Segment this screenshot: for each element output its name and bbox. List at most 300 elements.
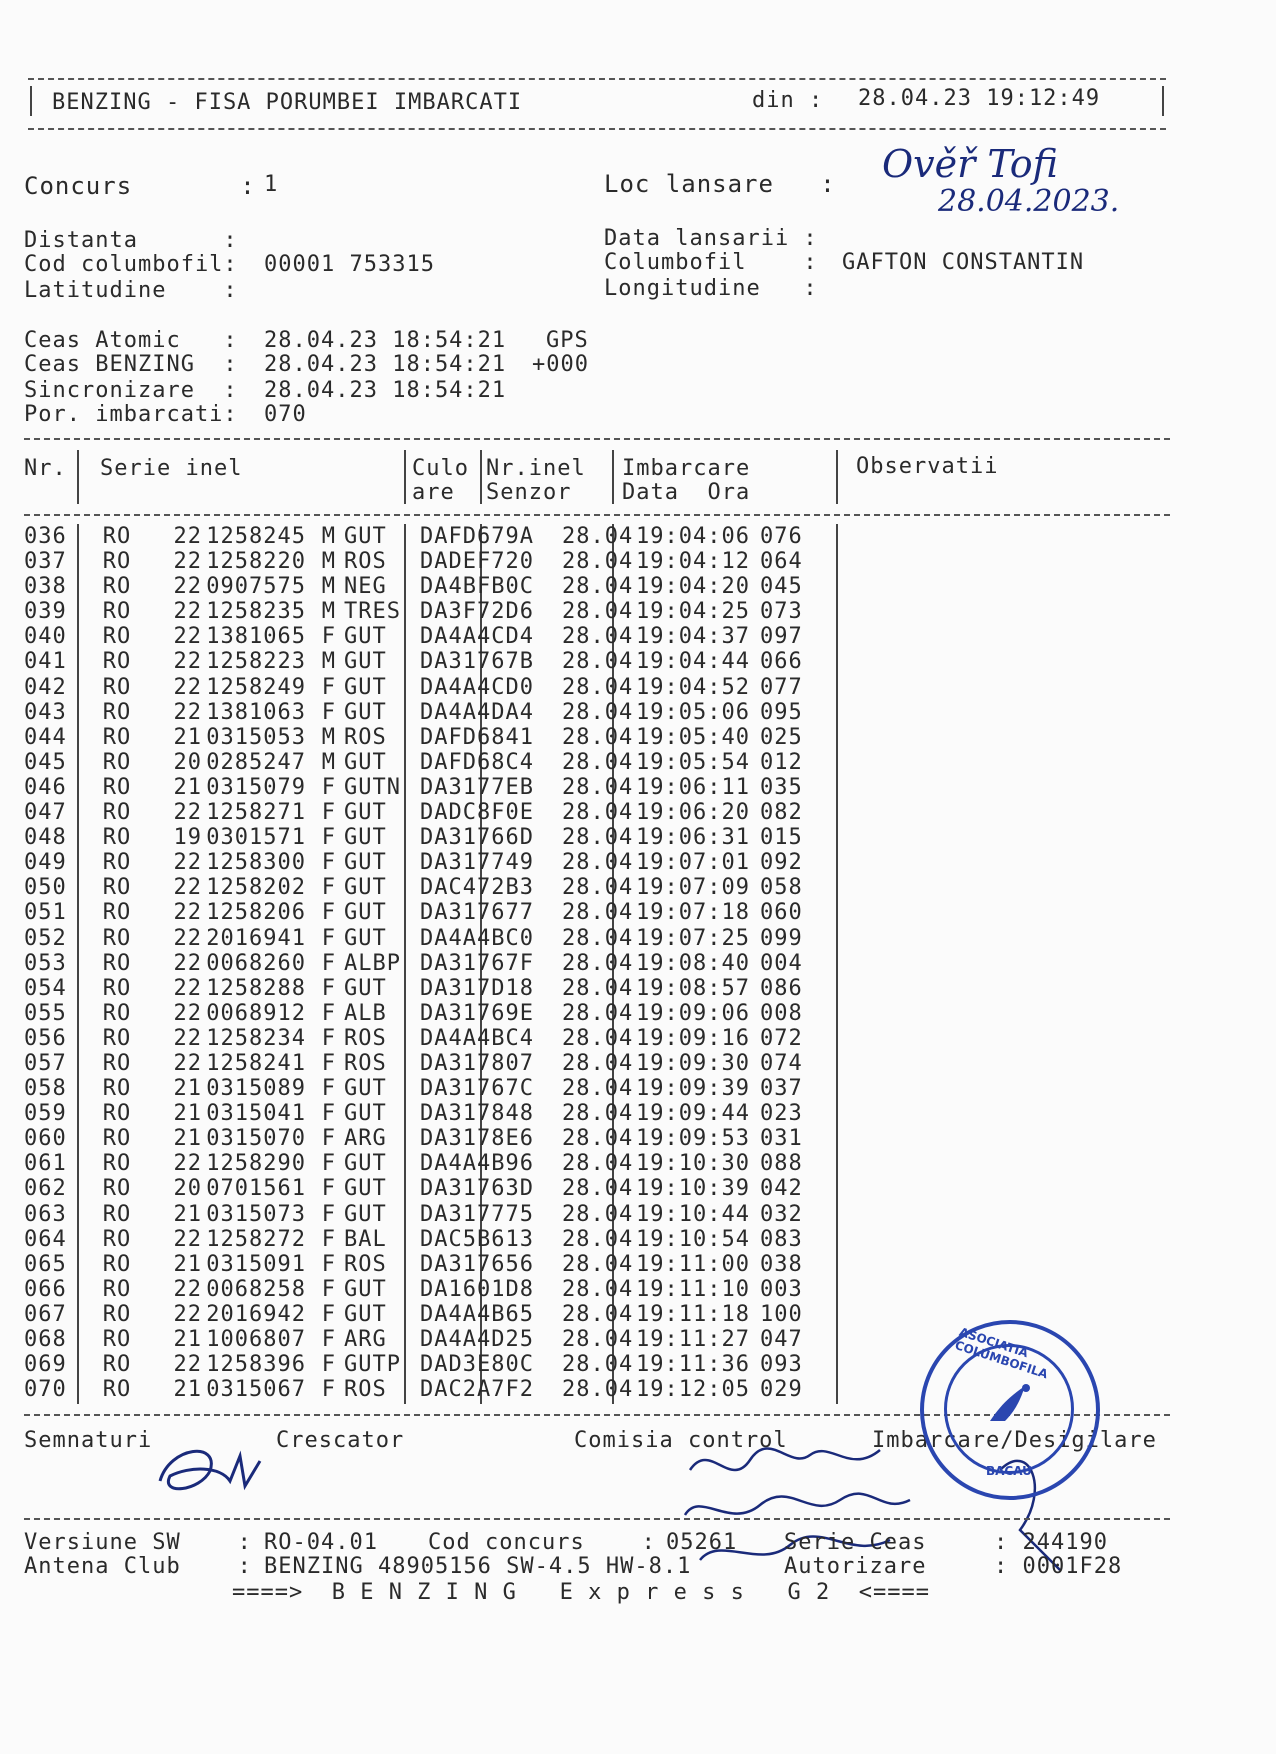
row-ring-number: 1258272 bbox=[206, 1226, 306, 1252]
row-year: 22 bbox=[173, 1025, 202, 1051]
row-color: GUT bbox=[344, 800, 387, 826]
table-row bbox=[24, 800, 830, 825]
row-nr: 054 bbox=[24, 975, 67, 1001]
row-ring-number: 1258235 bbox=[206, 599, 306, 625]
row-observation: 092 bbox=[759, 850, 803, 876]
crescator-label: Crescator bbox=[276, 1428, 405, 1453]
row-year: 22 bbox=[173, 950, 202, 976]
table-row bbox=[24, 1151, 830, 1176]
row-ring-number: 1381063 bbox=[206, 699, 306, 725]
table-row bbox=[24, 549, 830, 574]
row-time: 19:11:10 bbox=[636, 1276, 750, 1302]
row-sex: F bbox=[321, 1226, 336, 1252]
header-left-border bbox=[30, 86, 32, 116]
row-observation: 047 bbox=[759, 1327, 803, 1352]
row-time: 19:05:40 bbox=[636, 724, 750, 750]
sincronizare-label: Sincronizare : bbox=[24, 378, 238, 403]
row-sensor-ring: DA317656 bbox=[420, 1251, 534, 1277]
column-header-imbarcare-2: Data Ora bbox=[622, 480, 751, 505]
loc-lansare-date-handwritten: 28.04.2023. bbox=[938, 184, 1120, 219]
row-date: 28.04 bbox=[562, 624, 634, 650]
autorizare-value: : 0001F28 bbox=[994, 1554, 1123, 1579]
row-sex: F bbox=[321, 1050, 336, 1076]
row-nr: 069 bbox=[24, 1352, 67, 1378]
row-sensor-ring: DA4A4DA4 bbox=[420, 699, 534, 725]
row-sex: F bbox=[321, 1000, 336, 1026]
row-date: 28.04 bbox=[562, 1151, 634, 1177]
row-nr: 051 bbox=[24, 900, 67, 926]
row-observation: 042 bbox=[759, 1176, 803, 1202]
row-observation: 058 bbox=[759, 875, 803, 901]
ceas-benzing-label: Ceas BENZING : bbox=[24, 352, 238, 377]
row-color: GUT bbox=[344, 1201, 387, 1227]
table-row bbox=[24, 1001, 830, 1026]
row-year: 22 bbox=[173, 1276, 202, 1302]
row-nr: 065 bbox=[24, 1251, 67, 1277]
row-date: 28.04 bbox=[562, 649, 634, 675]
crescator-signature bbox=[150, 1436, 290, 1506]
row-time: 19:04:06 bbox=[636, 524, 750, 549]
row-time: 19:06:11 bbox=[636, 774, 750, 800]
row-sensor-ring: DA4BFB0C bbox=[420, 574, 534, 600]
row-sensor-ring: DA31767C bbox=[420, 1076, 534, 1102]
row-observation: 025 bbox=[759, 724, 803, 750]
loc-lansare-handwritten: Ověř Tofi bbox=[882, 142, 1058, 186]
row-color: GUT bbox=[344, 900, 387, 926]
row-country: RO bbox=[102, 800, 132, 826]
row-ring-number: 0315073 bbox=[206, 1201, 306, 1227]
pigeon-table bbox=[24, 524, 830, 1402]
row-nr: 056 bbox=[24, 1025, 67, 1051]
row-time: 19:07:09 bbox=[636, 875, 750, 901]
header-top-rule bbox=[28, 78, 1166, 80]
ceas-atomic-label: Ceas Atomic : bbox=[24, 328, 238, 353]
row-date: 28.04 bbox=[562, 1327, 634, 1352]
row-ring-number: 1258290 bbox=[206, 1151, 306, 1177]
document-title: BENZING - FISA PORUMBEI IMBARCATI bbox=[52, 90, 523, 115]
row-sex: F bbox=[321, 975, 336, 1001]
row-country: RO bbox=[102, 1201, 132, 1227]
row-color: GUT bbox=[344, 699, 387, 725]
column-divider bbox=[480, 450, 482, 504]
row-sensor-ring: DA317807 bbox=[420, 1050, 534, 1076]
row-country: RO bbox=[102, 1327, 132, 1352]
column-header-nrinel-2: Senzor bbox=[486, 480, 572, 505]
row-country: RO bbox=[102, 1352, 132, 1378]
row-year: 22 bbox=[173, 800, 202, 826]
row-sex: M bbox=[321, 574, 336, 600]
serie-ceas-value: : 244190 bbox=[994, 1530, 1108, 1555]
row-time: 19:06:31 bbox=[636, 825, 750, 851]
row-date: 28.04 bbox=[562, 549, 634, 575]
row-time: 19:06:20 bbox=[636, 800, 750, 826]
antena-value: BENZING 48905156 SW-4.5 HW-8.1 bbox=[264, 1554, 692, 1579]
row-sex: F bbox=[321, 1151, 336, 1177]
row-color: GUTP bbox=[344, 1352, 401, 1378]
row-nr: 050 bbox=[24, 875, 67, 901]
row-date: 28.04 bbox=[562, 1301, 634, 1327]
row-time: 19:08:57 bbox=[636, 975, 750, 1001]
row-nr: 057 bbox=[24, 1050, 67, 1076]
table-row bbox=[24, 775, 830, 800]
row-nr: 068 bbox=[24, 1327, 67, 1352]
row-sensor-ring: DAC472B3 bbox=[420, 875, 534, 901]
association-stamp bbox=[920, 1320, 1100, 1500]
row-sensor-ring: DAFD679A bbox=[420, 524, 534, 549]
row-nr: 044 bbox=[24, 724, 67, 750]
cod-columbofil-label: Cod columbofil: bbox=[24, 252, 238, 277]
row-ring-number: 0315070 bbox=[206, 1126, 306, 1152]
row-year: 22 bbox=[173, 574, 202, 600]
row-sensor-ring: DAC5B613 bbox=[420, 1226, 534, 1252]
row-sex: F bbox=[321, 925, 336, 951]
versiune-label: Versiune SW : bbox=[24, 1530, 252, 1555]
row-time: 19:10:54 bbox=[636, 1226, 750, 1252]
antena-label: Antena Club : bbox=[24, 1554, 252, 1579]
row-time: 19:11:36 bbox=[636, 1352, 750, 1378]
row-nr: 060 bbox=[24, 1126, 67, 1152]
row-nr: 059 bbox=[24, 1101, 67, 1127]
column-divider bbox=[77, 450, 79, 504]
row-sex: F bbox=[321, 1276, 336, 1302]
row-color: ROS bbox=[344, 724, 387, 750]
serie-ceas-label: Serie Ceas bbox=[784, 1530, 927, 1555]
row-country: RO bbox=[102, 900, 132, 926]
row-year: 22 bbox=[173, 1226, 202, 1252]
row-sex: F bbox=[321, 875, 336, 901]
row-sex: F bbox=[321, 850, 336, 876]
row-sex: F bbox=[321, 800, 336, 826]
column-header-observatii: Observatii bbox=[856, 454, 999, 479]
row-sensor-ring: DADC8F0E bbox=[420, 800, 534, 826]
row-color: GUT bbox=[344, 1151, 387, 1177]
row-observation: 086 bbox=[759, 975, 803, 1001]
row-nr: 061 bbox=[24, 1151, 67, 1177]
row-year: 21 bbox=[173, 724, 202, 750]
row-year: 20 bbox=[173, 1176, 202, 1202]
header-right-border bbox=[1162, 86, 1164, 116]
row-year: 22 bbox=[173, 850, 202, 876]
row-sensor-ring: DA317775 bbox=[420, 1201, 534, 1227]
row-ring-number: 0315079 bbox=[206, 774, 306, 800]
row-date: 28.04 bbox=[562, 599, 634, 625]
row-nr: 039 bbox=[24, 599, 67, 625]
row-time: 19:11:18 bbox=[636, 1301, 750, 1327]
row-sensor-ring: DA4A4BC4 bbox=[420, 1025, 534, 1051]
row-sex: F bbox=[321, 1327, 336, 1352]
data-lansarii-label: Data lansarii : bbox=[604, 226, 818, 251]
row-country: RO bbox=[102, 574, 132, 600]
row-country: RO bbox=[102, 1050, 132, 1076]
row-sensor-ring: DA1601D8 bbox=[420, 1276, 534, 1302]
row-ring-number: 1258288 bbox=[206, 975, 306, 1001]
row-color: GUT bbox=[344, 925, 387, 951]
row-time: 19:11:00 bbox=[636, 1251, 750, 1277]
row-country: RO bbox=[102, 599, 132, 625]
row-nr: 043 bbox=[24, 699, 67, 725]
row-date: 28.04 bbox=[562, 524, 634, 549]
row-nr: 037 bbox=[24, 549, 67, 575]
table-row bbox=[24, 900, 830, 925]
pigeon-icon bbox=[980, 1376, 1040, 1436]
row-ring-number: 0315041 bbox=[206, 1101, 306, 1127]
table-row bbox=[24, 1101, 830, 1126]
row-sensor-ring: DA4A4BC0 bbox=[420, 925, 534, 951]
row-sex: M bbox=[321, 649, 336, 675]
row-time: 19:10:30 bbox=[636, 1151, 750, 1177]
row-observation: 008 bbox=[759, 1000, 803, 1026]
row-country: RO bbox=[102, 749, 132, 775]
row-color: GUT bbox=[344, 825, 387, 851]
row-ring-number: 0315089 bbox=[206, 1076, 306, 1102]
din-label: din : bbox=[752, 88, 824, 113]
row-country: RO bbox=[102, 850, 132, 876]
table-row bbox=[24, 951, 830, 976]
row-color: GUT bbox=[344, 674, 387, 700]
row-year: 22 bbox=[173, 649, 202, 675]
ceas-benzing-value: 28.04.23 18:54:21 bbox=[264, 352, 507, 377]
row-sex: F bbox=[321, 1251, 336, 1277]
row-year: 21 bbox=[173, 1076, 202, 1102]
row-nr: 047 bbox=[24, 800, 67, 826]
row-sex: F bbox=[321, 950, 336, 976]
ceas-atomic-source: GPS bbox=[546, 328, 589, 353]
row-sex: F bbox=[321, 825, 336, 851]
row-ring-number: 0701561 bbox=[206, 1176, 306, 1202]
latitudine-label: Latitudine : bbox=[24, 278, 238, 303]
row-sensor-ring: DA4A4B65 bbox=[420, 1301, 534, 1327]
row-year: 21 bbox=[173, 1126, 202, 1152]
row-nr: 067 bbox=[24, 1301, 67, 1327]
row-color: GUT bbox=[344, 749, 387, 775]
row-color: ROS bbox=[344, 1377, 387, 1403]
row-color: GUT bbox=[344, 1076, 387, 1102]
row-sensor-ring: DA317749 bbox=[420, 850, 534, 876]
row-sex: F bbox=[321, 900, 336, 926]
row-year: 22 bbox=[173, 624, 202, 650]
row-time: 19:09:30 bbox=[636, 1050, 750, 1076]
row-color: ARG bbox=[344, 1327, 387, 1352]
row-ring-number: 1258202 bbox=[206, 875, 306, 901]
row-country: RO bbox=[102, 950, 132, 976]
table-row bbox=[24, 649, 830, 674]
row-sex: F bbox=[321, 774, 336, 800]
row-sensor-ring: DAFD68C4 bbox=[420, 749, 534, 775]
row-country: RO bbox=[102, 649, 132, 675]
row-color: ALBP bbox=[344, 950, 401, 976]
row-date: 28.04 bbox=[562, 724, 634, 750]
row-sensor-ring: DA4A4CD4 bbox=[420, 624, 534, 650]
row-time: 19:04:44 bbox=[636, 649, 750, 675]
comisia-label: Comisia control bbox=[574, 1428, 788, 1453]
row-ring-number: 1258245 bbox=[206, 524, 306, 549]
row-year: 21 bbox=[173, 1251, 202, 1277]
row-color: GUT bbox=[344, 649, 387, 675]
row-nr: 040 bbox=[24, 624, 67, 650]
stamp-text: ASOCIATIA COLUMBOFILA bbox=[953, 1324, 1050, 1382]
row-year: 20 bbox=[173, 749, 202, 775]
row-nr: 064 bbox=[24, 1226, 67, 1252]
row-color: GUT bbox=[344, 524, 387, 549]
row-color: GUTN bbox=[344, 774, 401, 800]
loc-lansare-label: Loc lansare : bbox=[604, 170, 836, 198]
row-observation: 031 bbox=[759, 1126, 803, 1152]
row-year: 22 bbox=[173, 599, 202, 625]
row-color: TRES bbox=[344, 599, 401, 625]
row-observation: 066 bbox=[759, 649, 803, 675]
por-imbarcati-label: Por. imbarcati: bbox=[24, 402, 238, 427]
stamp-text-bottom: BACAU bbox=[986, 1464, 1032, 1478]
row-country: RO bbox=[102, 774, 132, 800]
row-time: 19:12:05 bbox=[636, 1377, 750, 1403]
row-country: RO bbox=[102, 699, 132, 725]
row-ring-number: 1258234 bbox=[206, 1025, 306, 1051]
row-date: 28.04 bbox=[562, 1352, 634, 1378]
row-sensor-ring: DA31769E bbox=[420, 1000, 534, 1026]
row-date: 28.04 bbox=[562, 1076, 634, 1102]
row-observation: 077 bbox=[759, 674, 803, 700]
column-header-nr: Nr. bbox=[24, 456, 67, 481]
row-ring-number: 1258223 bbox=[206, 649, 306, 675]
row-country: RO bbox=[102, 925, 132, 951]
row-date: 28.04 bbox=[562, 1025, 634, 1051]
table-row bbox=[24, 1051, 830, 1076]
row-country: RO bbox=[102, 549, 132, 575]
row-year: 21 bbox=[173, 774, 202, 800]
row-observation: 097 bbox=[759, 624, 803, 650]
row-time: 19:07:01 bbox=[636, 850, 750, 876]
cod-columbofil-value: 00001 753315 bbox=[264, 252, 435, 277]
row-nr: 053 bbox=[24, 950, 67, 976]
row-sex: F bbox=[321, 1352, 336, 1378]
row-time: 19:09:53 bbox=[636, 1126, 750, 1152]
row-country: RO bbox=[102, 1301, 132, 1327]
row-country: RO bbox=[102, 624, 132, 650]
row-ring-number: 0068912 bbox=[206, 1000, 306, 1026]
table-row bbox=[24, 1302, 830, 1327]
imbarcare-desigilare-label: Imbarcare/Desigilare bbox=[872, 1428, 1157, 1453]
row-country: RO bbox=[102, 1226, 132, 1252]
row-year: 22 bbox=[173, 1050, 202, 1076]
row-color: ROS bbox=[344, 1050, 387, 1076]
ceas-atomic-value: 28.04.23 18:54:21 bbox=[264, 328, 507, 353]
row-sex: F bbox=[321, 674, 336, 700]
distanta-label: Distanta : bbox=[24, 228, 238, 253]
row-nr: 046 bbox=[24, 774, 67, 800]
row-sensor-ring: DAD3E80C bbox=[420, 1352, 534, 1378]
row-ring-number: 0315091 bbox=[206, 1251, 306, 1277]
row-sex: F bbox=[321, 1176, 336, 1202]
column-divider bbox=[836, 524, 838, 1404]
row-ring-number: 1381065 bbox=[206, 624, 306, 650]
row-time: 19:09:44 bbox=[636, 1101, 750, 1127]
versiune-value: RO-04.01 bbox=[264, 1530, 378, 1555]
cod-concurs-value: 05261 bbox=[666, 1530, 738, 1555]
row-nr: 070 bbox=[24, 1377, 67, 1403]
row-date: 28.04 bbox=[562, 1226, 634, 1252]
row-observation: 004 bbox=[759, 950, 803, 976]
row-observation: 088 bbox=[759, 1151, 803, 1177]
table-row bbox=[24, 700, 830, 725]
column-header-nrinel-1: Nr.inel bbox=[486, 456, 586, 481]
row-sex: M bbox=[321, 599, 336, 625]
row-year: 22 bbox=[173, 549, 202, 575]
table-row bbox=[24, 574, 830, 599]
row-sensor-ring: DA317848 bbox=[420, 1101, 534, 1127]
row-nr: 049 bbox=[24, 850, 67, 876]
row-country: RO bbox=[102, 674, 132, 700]
row-time: 19:08:40 bbox=[636, 950, 750, 976]
row-sex: F bbox=[321, 1301, 336, 1327]
column-divider bbox=[836, 450, 838, 504]
row-time: 19:04:52 bbox=[636, 674, 750, 700]
row-nr: 041 bbox=[24, 649, 67, 675]
row-year: 21 bbox=[173, 1101, 202, 1127]
row-ring-number: 0907575 bbox=[206, 574, 306, 600]
row-ring-number: 1258396 bbox=[206, 1352, 306, 1378]
row-ring-number: 1258300 bbox=[206, 850, 306, 876]
table-row bbox=[24, 1076, 830, 1101]
row-color: ROS bbox=[344, 1025, 387, 1051]
row-observation: 035 bbox=[759, 774, 803, 800]
row-nr: 038 bbox=[24, 574, 67, 600]
row-sensor-ring: DA317D18 bbox=[420, 975, 534, 1001]
row-observation: 074 bbox=[759, 1050, 803, 1076]
row-ring-number: 1258241 bbox=[206, 1050, 306, 1076]
row-year: 22 bbox=[173, 925, 202, 951]
row-observation: 072 bbox=[759, 1025, 803, 1051]
row-date: 28.04 bbox=[562, 1377, 634, 1403]
table-row bbox=[24, 1327, 830, 1352]
row-observation: 029 bbox=[759, 1377, 803, 1403]
row-time: 19:09:06 bbox=[636, 1000, 750, 1026]
table-row bbox=[24, 725, 830, 750]
din-value: 28.04.23 19:12:49 bbox=[858, 86, 1101, 111]
column-header-culoare-1: Culo bbox=[412, 456, 469, 481]
row-time: 19:05:54 bbox=[636, 749, 750, 775]
row-ring-number: 1258206 bbox=[206, 900, 306, 926]
row-year: 21 bbox=[173, 1201, 202, 1227]
longitudine-label: Longitudine : bbox=[604, 276, 818, 301]
row-time: 19:05:06 bbox=[636, 699, 750, 725]
row-country: RO bbox=[102, 1101, 132, 1127]
table-row bbox=[24, 875, 830, 900]
row-nr: 045 bbox=[24, 749, 67, 775]
ceas-benzing-offset: +000 bbox=[532, 352, 589, 377]
row-date: 28.04 bbox=[562, 925, 634, 951]
row-country: RO bbox=[102, 975, 132, 1001]
row-color: ALB bbox=[344, 1000, 387, 1026]
row-color: GUT bbox=[344, 1276, 387, 1302]
row-observation: 015 bbox=[759, 825, 803, 851]
row-ring-number: 1258220 bbox=[206, 549, 306, 575]
autorizare-label: Autorizare bbox=[784, 1554, 927, 1579]
table-row bbox=[24, 850, 830, 875]
row-date: 28.04 bbox=[562, 825, 634, 851]
table-row bbox=[24, 599, 830, 624]
row-sex: M bbox=[321, 549, 336, 575]
row-color: ROS bbox=[344, 549, 387, 575]
row-date: 28.04 bbox=[562, 1276, 634, 1302]
row-date: 28.04 bbox=[562, 1251, 634, 1277]
row-sex: F bbox=[321, 1126, 336, 1152]
row-date: 28.04 bbox=[562, 875, 634, 901]
table-row bbox=[24, 1252, 830, 1277]
row-nr: 058 bbox=[24, 1076, 67, 1102]
row-color: ARG bbox=[344, 1126, 387, 1152]
row-time: 19:04:12 bbox=[636, 549, 750, 575]
row-nr: 048 bbox=[24, 825, 67, 851]
